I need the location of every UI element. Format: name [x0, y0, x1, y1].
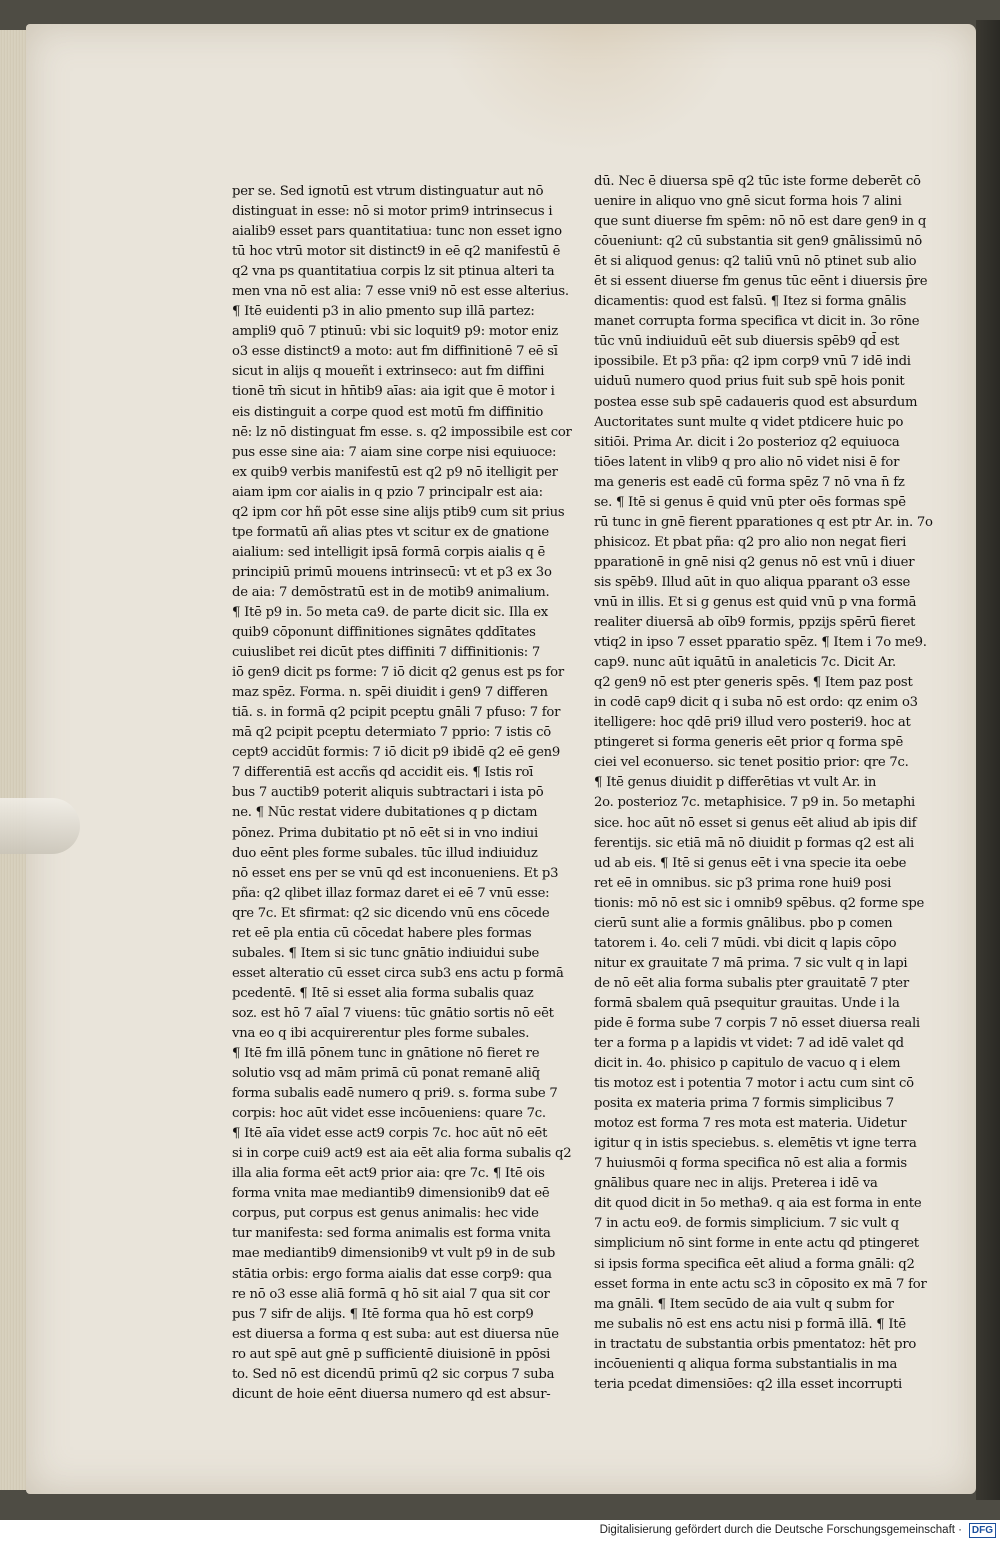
right-column-line: se. ¶ Itē si genus ē quid vnū pter oēs formas spē — [594, 494, 906, 510]
left-column-line: tū hoc vtrū motor sit distinct9 in eē q2 manifestū ē — [232, 244, 561, 260]
left-column-line: corpis: hoc aūt videt esse incōueniens: quare 7c. — [232, 1106, 546, 1122]
left-column-line: quib9 cōponunt diffinitiones signātes qddītates — [232, 625, 536, 641]
left-column-line: pōnez. Prima dubitatio pt nō eēt si in vno indiui — [232, 825, 539, 841]
left-column-line: eis distinguit a corpe quod est motū fm diffinitio — [232, 404, 544, 420]
right-column-line: uenire in aliquo vno gnē sicut forma hois 7 alini — [594, 194, 902, 210]
left-column-line: to. Sed nō est dicendū primū q2 sic corpus 7 suba — [232, 1366, 555, 1382]
left-column-line: ¶ Itē fm illā pōnem tunc in gnātione nō fieret re — [232, 1046, 540, 1062]
left-column-line: tpe formatū añ alias ptes vt scitur ex de gnatione — [232, 524, 549, 540]
left-column-line: forma vnita mae mediantib9 dimensionib9 dat eē — [232, 1186, 550, 1202]
left-column-line: si in corpe cui9 act9 est aia eēt alia forma subalis q2 — [232, 1146, 572, 1162]
left-column-line: pus esse sine aia: 7 aiam sine corpe nisi equiuoce: — [232, 444, 557, 460]
left-column-line: ¶ Itē aīa videt esse act9 corpis 7c. hoc aūt nō eēt — [232, 1126, 548, 1142]
footer-credit: Digitalisierung gefördert durch die Deutsche Forschungsgemeinschaft · — [599, 1524, 962, 1536]
left-column-line: pcedentē. ¶ Itē si esset alia forma subalis quaz — [232, 985, 534, 1001]
left-column-line: q2 ipm cor hñ pōt esse sine alijs ptib9 cum sit prius — [232, 504, 565, 520]
left-column-line: esset alteratio cū esset circa sub3 ens actu p formā — [232, 965, 564, 981]
right-column-line: phisicoz. Et pbat pña: q2 pro alio non negat fieri — [594, 534, 907, 550]
right-column-line: ēt si aliquod genus: q2 taliū vnū nō ptinet sub alio — [594, 254, 917, 270]
right-column-line: dit quod dicit in 5o metha9. q aia est forma in ente — [594, 1196, 922, 1212]
right-column-line: itelligere: hoc qdē pri9 illud vero posteri9. hoc at — [594, 715, 911, 731]
left-column-line: per se. Sed ignotū est vtrum distinguatur aut nō — [232, 184, 544, 199]
left-column-line: cept9 accidūt formis: 7 iō dicit p9 ibidē q2 eē gen9 — [232, 745, 561, 761]
left-column-line: ¶ Itē p9 in. 5o meta ca9. de parte dicit sic. Illa ex — [232, 604, 548, 620]
right-column-line: ma gnāli. ¶ Item secūdo de aia vult q subm for — [594, 1296, 894, 1312]
left-column-line: corpus, put corpus est genus animalis: hec vide — [232, 1206, 539, 1222]
right-column-line: tūc vnū indiuiduū eēt sub diuersis spēb9 qd̄ est — [594, 334, 900, 350]
left-column-line: est diuersa a forma q est suba: aut est diuersa nūe — [232, 1326, 559, 1342]
right-column-line: ptingeret si forma generis eēt prior q forma spē — [594, 735, 904, 751]
left-column-line: sicut in alijs q moueñt i extrinseco: aut fm diffini — [232, 364, 545, 380]
right-column-line: ¶ Itē genus diuidit p differētias vt vult Ar. in — [594, 775, 877, 791]
right-column-line: ipossibile. Et p3 pña: q2 ipm corp9 vnū 7 idē indi — [594, 354, 911, 370]
left-column-line: illa alia forma eēt act9 prior aia: qre 7c. ¶ Itē ois — [232, 1166, 545, 1182]
left-column-line: stātia orbis: ergo forma aialis dat esse corp9: qua — [232, 1266, 552, 1282]
right-column-line: tatorem i. 4o. celi 7 mūdi. vbi dicit q lapis cōpo — [594, 935, 897, 951]
right-column-line: formā sbalem quā psequitur grauitas. Unde i la — [594, 995, 900, 1011]
left-text-column — [232, 182, 574, 1405]
right-column-line: ferentijs. sic etiā mā nō diuidit p formas q2 est ali — [594, 835, 914, 851]
right-column-line: ēt si essent diuerse fm genus tūc eēnt i diuersis p̄re — [594, 274, 928, 290]
left-column-line: ¶ Itē euidenti p3 in alio pmento sup illā partez: — [232, 304, 535, 320]
left-column-line: tionē tm̄ sicut in hn̄tib9 aīas: aia igit que ē motor i — [232, 384, 555, 400]
left-column-line: nē: lz nō distinguat fm esse. s. q2 impossibile est cor — [232, 424, 572, 440]
left-column-line: soz. est hō 7 aīal 7 viuens: tūc gnātio sortis nō eēt — [232, 1005, 554, 1021]
left-column-line: ne. ¶ Nūc restat videre dubitationes q p dictam — [232, 805, 538, 821]
right-column-line: motoz est forma 7 res mota est materia. Uidetur — [594, 1116, 907, 1132]
left-column-line: aialib9 esset pars quantitatiua: tunc non esset igno — [232, 224, 562, 240]
left-column-line: subales. ¶ Item si sic tunc gnātio indiuidui sube — [232, 945, 540, 961]
right-column-line: ud ab eis. ¶ Itē si genus eēt i vna specie ita oebe — [594, 855, 907, 871]
right-column-line: realiter diuersā ab oīb9 formis, ppzijs spērū fieret — [594, 615, 916, 631]
right-column-line: tis motoz est i potentia 7 motor i actu cum sint cō — [594, 1076, 914, 1092]
right-column-line: in tractatu de substantia orbis pmentatoz: hēt pro — [594, 1336, 917, 1352]
left-column-line: men vna nō est alia: 7 esse vni9 nō est esse alterius. — [232, 284, 569, 300]
right-column-line: esset forma in ente actu sc3 in cōposito ex mā 7 for — [594, 1276, 927, 1292]
left-column-line: cuiuslibet rei dicūt ptes diffiniti 7 diffinitionis: 7 — [232, 645, 541, 661]
bookmark-ribbon — [0, 798, 80, 854]
left-column-line: tur manifesta: sed forma animalis est forma vnita — [232, 1226, 551, 1242]
right-column-line: ma generis est eadē cū forma spēz 7 nō vna n̄ fz — [594, 474, 905, 490]
right-column-line: me subalis nō est ens actu nisi p formā illā. ¶ Itē — [594, 1316, 906, 1332]
right-column-line: sis spēb9. Illud aūt in quo aliqua pparant o3 esse — [594, 574, 911, 590]
left-column-line: mā q2 pcipit pceptu determiato 7 pprio: 7 istis cō — [232, 725, 551, 741]
right-column-line: incōuenienti q aliqua forma substantialis in ma — [594, 1356, 898, 1372]
right-column-line: si ipsis forma specifica eēt aliud a forma gnāli: q2 — [594, 1256, 915, 1272]
right-column-line: cap9. nunc aūt iquātū in analeticis 7c. Dicit Ar. — [594, 655, 896, 671]
right-column-line: q2 gen9 nō est pter generis spēs. ¶ Item paz post — [594, 675, 913, 691]
right-column-line: vnū in illis. Et si g genus est quid vnū p vna formā — [594, 594, 917, 610]
left-column-line: aiam ipm cor aialis in q pzio 7 principalr est aia: — [232, 484, 543, 500]
left-column-line: ex quib9 verbis manifestū est q2 p9 nō itelligit per — [232, 464, 558, 480]
left-column-line: nō esset ens per se vnū qd est inconueniens. Et p3 — [232, 865, 559, 881]
left-column-line: forma subalis eadē numero q pri9. s. forma sube 7 — [232, 1086, 558, 1102]
left-column-line: de aia: 7 demōstratū est in de motib9 animalium. — [232, 584, 550, 600]
right-column-line: tionis: mō nō est sic i omnib9 spēbus. q2 forme spe — [594, 895, 925, 911]
right-column-line: 7 in actu eo9. de formis simplicium. 7 sic vult q — [594, 1216, 899, 1232]
right-column-line: 2o. posterioz 7c. metaphisice. 7 p9 in. 5o metaphi — [594, 795, 916, 811]
left-column-line: q2 vna ps quantitatiua corpis lz sit ptinua alteri ta — [232, 264, 555, 280]
right-column-line: pide ē forma sube 7 corpis 7 nō esset diuersa reali — [594, 1015, 920, 1031]
right-column-line: sitiōi. Prima Ar. dicit i 2o posterioz q2 equiuoca — [594, 434, 900, 450]
right-column-line: simplicium nō sint forme in ente actu qd ptingeret — [594, 1236, 919, 1252]
left-column-line: principiū primū mouens intrinsecū: vt et p3 ex 3o — [232, 564, 552, 580]
left-column-line: ret eē pla entia cū cōcedat habere ples formas — [232, 925, 532, 941]
left-column-line: tiā. s. in formā q2 pcipit pceptu gnāli 7 pfuso: 7 for — [232, 705, 561, 721]
right-column-line: rū tunc in gnē fierent pparationes q est ptr Ar. in. 7o — [594, 514, 933, 530]
right-column-line: nitur ex grauitate 7 mā prima. 7 sic vult q in lapi — [594, 955, 908, 971]
right-column-line: ciei vel econuerso. sic tenet positio prior: qre 7c. — [594, 755, 909, 771]
left-column-line: distinguat in esse: nō si motor prim9 intrinsecus i — [232, 204, 553, 220]
right-column-line: que sunt diuerse fm spēm: nō nō est dare gen9 in q — [594, 214, 927, 230]
right-column-line: igitur q in istis speciebus. s. elemētis vt igne terra — [594, 1136, 917, 1152]
right-column-line: manet corrupta forma specifica vt dicit in. 3o rōne — [594, 314, 920, 330]
right-column-line: cōueniunt: q2 cū substantia sit gen9 gnālissimū nō — [594, 234, 922, 250]
right-column-line: ter a forma p a lapidis vt videt: 7 ad idē valet qd — [594, 1036, 904, 1052]
left-column-line: ro aut spē aut gnē p sufficientē diuisionē in ppōsi — [232, 1346, 551, 1362]
right-text-column — [594, 172, 936, 1395]
right-column-line: pparationē in gnē nisi q2 genus nō est vnū i diuer — [594, 554, 915, 570]
left-column-line: pña: q2 qlibet illaz formaz daret ei eē 7 vnū esse: — [232, 885, 550, 901]
book-right-edge — [976, 20, 1000, 1500]
right-column-line: de nō eēt alia forma subalis pter grauitatē 7 pter — [594, 975, 909, 991]
left-column-line: qre 7c. Et sfirmat: q2 sic dicendo vnū ens cōcede — [232, 905, 550, 921]
right-column-line: dū. Nec ē diuersa spē q2 tūc iste forme deberēt cō — [594, 174, 921, 189]
right-column-line: cierū sunt alie a formis gnālibus. pbo p comen — [594, 915, 893, 931]
right-column-line: uiduū numero quod prius fuit sub spē hois ponit — [594, 374, 905, 390]
left-column-line: bus 7 auctib9 poterit aliquis subtractari i ista pō — [232, 785, 544, 801]
left-column-line: dicunt de hoie eēnt diuersa numero qd est absur- — [232, 1386, 551, 1402]
right-column-line: Auctoritates sunt multe q videt ptdicere huic po — [594, 414, 904, 430]
right-column-line: gnālibus quare nec in alijs. Preterea i idē va — [594, 1176, 878, 1192]
right-column-line: dicamentis: quod est falsū. ¶ Itez si forma gnālis — [594, 294, 907, 310]
left-column-line: maz spēz. Forma. n. spēi diuidit i gen9 7 differen — [232, 685, 548, 701]
left-column-line: o3 esse distinct9 a moto: aut fm diffinitionē 7 eē sī — [232, 344, 558, 360]
left-column-line: re nō o3 esse aliā formā q hō sit aial 7 qua sit cor — [232, 1286, 550, 1302]
right-column-line: tiōes latent in vlib9 q pro alio nō videt nisi ē for — [594, 454, 900, 470]
right-column-line: sice. hoc aūt nō esset si genus eēt aliud ab ipis dif — [594, 815, 917, 831]
right-column-line: posita ex materia prima 7 formis simplicibus 7 — [594, 1096, 894, 1112]
left-column-line: 7 differentiā est accñs qd accidit eis. ¶ Istis roī — [232, 765, 534, 781]
right-column-line: in codē cap9 dicit q i suba nō est ordo: qz enim o3 — [594, 695, 918, 711]
left-column-line: iō gen9 dicit ps forme: 7 iō dicit q2 genus est ps for — [232, 665, 564, 681]
right-column-line: teria pcedat dimensiōes: q2 illa esset incorrupti — [594, 1376, 902, 1392]
right-column-line: dicit in. 4o. phisico p capitulo de vacuo q i elem — [594, 1056, 901, 1072]
right-column-line: ret eē in omnibus. sic p3 prima rone hui9 posi — [594, 875, 892, 891]
right-column-line: vtiq2 in ipso 7 esset pparatio spēz. ¶ Item i 7o me9. — [594, 635, 927, 651]
left-column-line: ampli9 quō 7 ptinuū: vbi sic loquit9 p9: motor eniz — [232, 324, 558, 340]
left-column-line: mae mediantib9 dimensionib9 vt vult p9 in de sub — [232, 1246, 556, 1262]
left-column-line: solutio vsq ad mām primā cū ponat remanē aliq̄ — [232, 1066, 540, 1082]
dfg-logo: DFG — [969, 1523, 996, 1538]
left-column-line: aialium: sed intelligit ipsā formā corpis aialis q ē — [232, 544, 546, 560]
right-column-line: 7 huiusmōi q forma specifica nō est alia a formis — [594, 1156, 907, 1172]
left-column-line: vna eo q ibi acquirerentur ples forme subales. — [232, 1025, 530, 1041]
left-column-line: pus 7 sifr de alijs. ¶ Itē forma qua hō est corp9 — [232, 1306, 534, 1322]
left-column-line: duo eēnt ples forme subales. tūc illud indiuiduz — [232, 845, 538, 861]
right-column-line: postea esse sub spē cadaueris quod est absurdum — [594, 394, 918, 410]
